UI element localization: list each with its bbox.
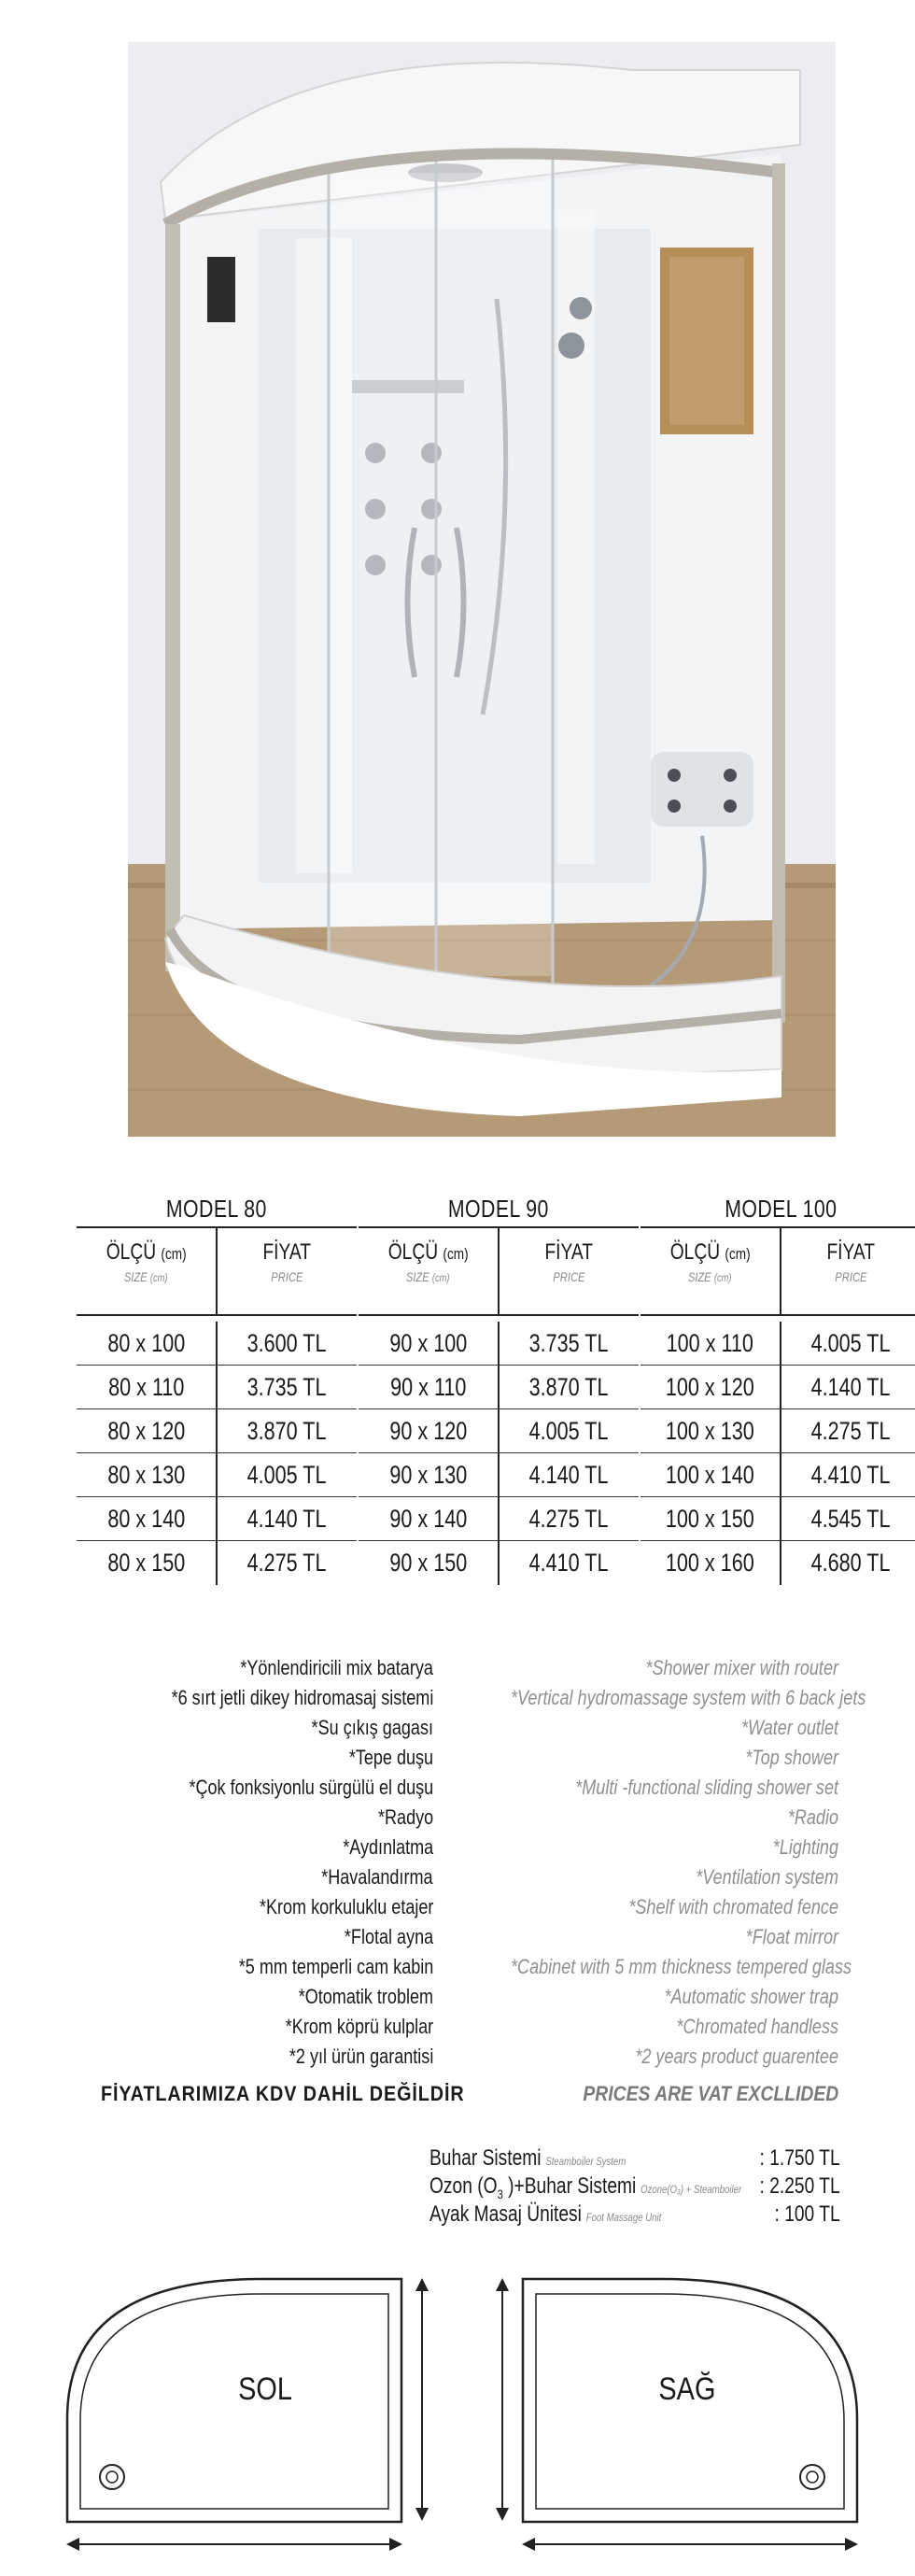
- table-row: 100 x 140 4.410 TL: [640, 1453, 915, 1497]
- table-row: 90 x 140 4.275 TL: [359, 1497, 639, 1541]
- feature-tr: *Radyo: [377, 1805, 433, 1829]
- list-item: [0, 1773, 915, 1803]
- table-row: 80 x 120 3.870 TL: [77, 1409, 357, 1453]
- table-row: 100 x 150 4.545 TL: [640, 1497, 915, 1541]
- feature-tr: *6 sırt jetli dikey hidromasaj sistemi: [171, 1686, 433, 1709]
- feature-en: *Cabinet with 5 mm thickness tempered glass: [511, 1955, 852, 1978]
- table-row: 90 x 100 3.735 TL: [359, 1322, 639, 1366]
- plan-drawing: [0, 2260, 915, 2569]
- extra-item-steam: [429, 2144, 840, 2173]
- list-item: [0, 1713, 915, 1743]
- table-row: 100 x 110 4.005 TL: [640, 1322, 915, 1366]
- feature-tr: *Otomatik troblem: [298, 1985, 433, 2008]
- table-header: [359, 1226, 639, 1316]
- product-photo: [128, 42, 836, 1137]
- extra-item-foot-massage: [429, 2201, 840, 2229]
- feature-tr: *Aydınlatma: [343, 1835, 433, 1859]
- feature-en: *Multi -functional sliding shower set: [575, 1776, 838, 1799]
- extra-label: Ozon ($O_3$ )+Buhar Sistemi Ozone(O₃) + Steamboiler: [429, 2173, 742, 2201]
- table-row: 100 x 130 4.275 TL: [640, 1409, 915, 1453]
- table-row: 80 x 110 3.735 TL: [77, 1366, 357, 1409]
- list-item: [0, 1952, 915, 1982]
- price-table-model-90: [359, 1191, 639, 1585]
- feature-en: *Lighting: [772, 1835, 838, 1859]
- list-item: [0, 2012, 915, 2042]
- model-title: MODEL 80: [166, 1195, 267, 1223]
- table-header: [77, 1226, 357, 1316]
- feature-en: *Radio: [787, 1805, 838, 1829]
- feature-tr: *2 yıl ürün garantisi: [289, 2045, 433, 2068]
- price-table-model-100: [640, 1191, 915, 1585]
- table-row: 80 x 150 4.275 TL: [77, 1541, 357, 1585]
- plan-right-tray: [502, 2279, 857, 2544]
- table-row: 90 x 150 4.410 TL: [359, 1541, 639, 1585]
- extra-label: Ayak Masaj Ünitesi Foot Massage Unit: [429, 2201, 662, 2227]
- size-column-header: ÖLÇÜ (cm) SIZE (cm): [106, 1239, 187, 1284]
- price-table-model-80: [77, 1191, 357, 1585]
- vat-note-tr: FİYATLARIMIZA KDV DAHİL DEĞİLDİR: [101, 2082, 465, 2105]
- extra-price: : 100 TL: [774, 2201, 840, 2227]
- model-title: MODEL 100: [724, 1195, 838, 1223]
- feature-tr: *Su çıkış gagası: [311, 1716, 433, 1739]
- extra-price: : 2.250 TL: [759, 2173, 840, 2199]
- feature-tr: *Krom köprü kulplar: [285, 2015, 433, 2038]
- price-column-header: FİYAT PRICE: [780, 1228, 915, 1314]
- feature-tr: *5 mm temperli cam kabin: [238, 1955, 433, 1978]
- list-item: [0, 1683, 915, 1713]
- list-item: [0, 1743, 915, 1773]
- table-row: 90 x 120 4.005 TL: [359, 1409, 639, 1453]
- price-column-header: FİYAT PRICE: [216, 1228, 357, 1314]
- price-column-header: FİYAT PRICE: [498, 1228, 639, 1314]
- list-item: [0, 2042, 915, 2072]
- list-item: [0, 1982, 915, 2012]
- feature-tr: *Çok fonksiyonlu sürgülü el duşu: [189, 1776, 433, 1799]
- table-row: 80 x 100 3.600 TL: [77, 1322, 357, 1366]
- table-row: 100 x 160 4.680 TL: [640, 1541, 915, 1585]
- feature-en: *Ventilation system: [696, 1865, 838, 1889]
- feature-tr: *Yönlendiricili mix batarya: [240, 1656, 433, 1679]
- plan-left-tray: [67, 2279, 422, 2544]
- shower-cabin-illustration: [128, 42, 836, 1137]
- feature-en: *Shelf with chromated fence: [628, 1895, 838, 1918]
- table-row: 100 x 120 4.140 TL: [640, 1366, 915, 1409]
- extra-item-ozone: [429, 2173, 840, 2201]
- plan-left-label: SOL: [238, 2371, 292, 2407]
- extra-label: Buhar Sistemi Steamboiler System: [429, 2145, 626, 2171]
- vat-note-en: PRICES ARE VAT EXCLLIDED: [583, 2082, 838, 2105]
- feature-en: *Top shower: [745, 1746, 838, 1769]
- size-column-header: ÖLÇÜ (cm) SIZE (cm): [669, 1239, 751, 1284]
- tray-plan-diagrams: [0, 2260, 915, 2569]
- feature-en: *Float mirror: [745, 1925, 838, 1948]
- feature-list: [0, 1653, 915, 2072]
- feature-en: *Automatic shower trap: [664, 1985, 838, 2008]
- feature-en: *Water outlet: [741, 1716, 838, 1739]
- list-item: [0, 1833, 915, 1862]
- extra-price: : 1.750 TL: [759, 2145, 840, 2171]
- table-row: 80 x 130 4.005 TL: [77, 1453, 357, 1497]
- list-item: [0, 1803, 915, 1833]
- feature-en: *2 years product guarentee: [635, 2045, 838, 2068]
- list-item: [0, 1922, 915, 1952]
- extras-list: [429, 2144, 840, 2229]
- table-row: 80 x 140 4.140 TL: [77, 1497, 357, 1541]
- feature-en: *Chromated handless: [676, 2015, 838, 2038]
- list-item: [0, 1862, 915, 1892]
- model-title: MODEL 90: [448, 1195, 549, 1223]
- table-row: 90 x 110 3.870 TL: [359, 1366, 639, 1409]
- size-column-header: ÖLÇÜ (cm) SIZE (cm): [387, 1239, 469, 1284]
- feature-en: *Vertical hydromassage system with 6 back jets: [511, 1686, 866, 1709]
- table-row: 90 x 130 4.140 TL: [359, 1453, 639, 1497]
- feature-tr: *Havalandırma: [321, 1865, 433, 1889]
- feature-tr: *Flotal ayna: [344, 1925, 433, 1948]
- list-item: [0, 1892, 915, 1922]
- plan-right-label: SAĞ: [658, 2371, 716, 2407]
- feature-en: *Shower mixer with router: [645, 1656, 838, 1679]
- list-item: [0, 1653, 915, 1683]
- feature-tr: *Krom korkuluklu etajer: [259, 1895, 433, 1918]
- table-header: [640, 1226, 915, 1316]
- feature-tr: *Tepe duşu: [348, 1746, 433, 1769]
